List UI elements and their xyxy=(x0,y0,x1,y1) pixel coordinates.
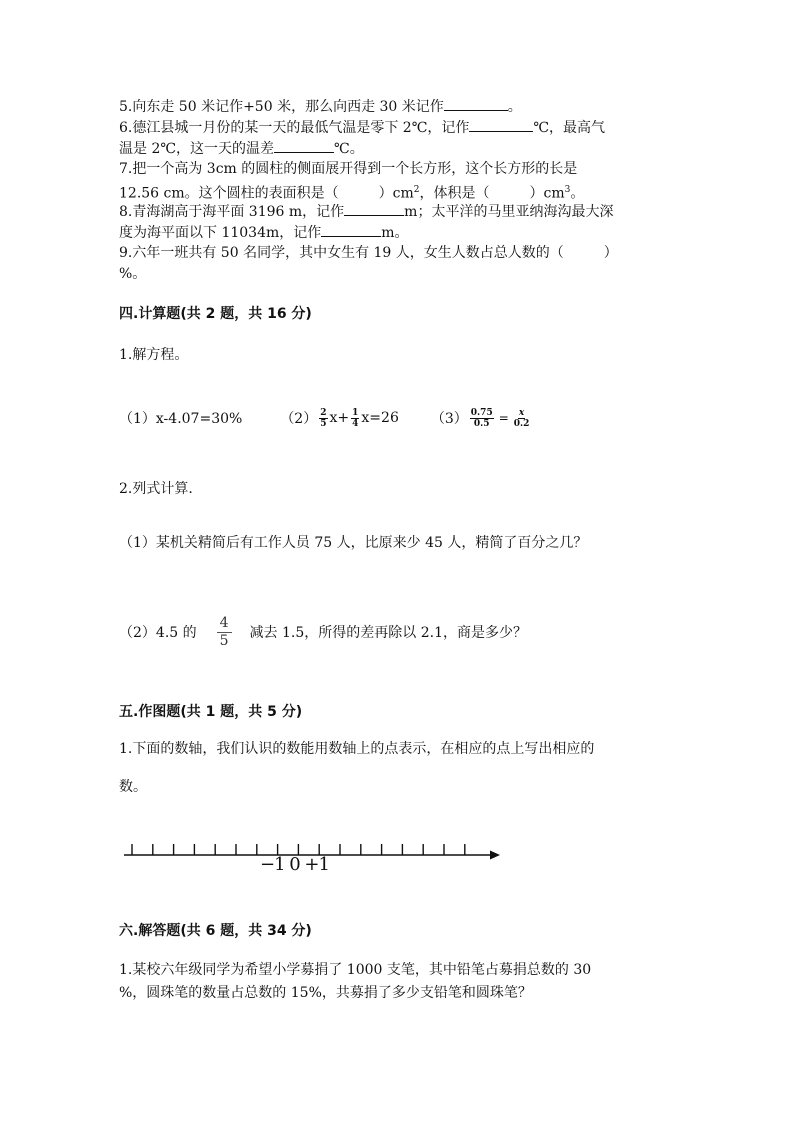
equation-row xyxy=(119,404,531,432)
arrow-right-icon xyxy=(490,851,500,860)
question-text: （2）4.5 的 xyxy=(119,625,197,641)
question-9-cont xyxy=(119,264,146,284)
question-text: 8.青海湖高于海平面 3196 m，记作 xyxy=(119,204,345,220)
question-6-cont xyxy=(119,138,364,159)
equation-2-label: （2） xyxy=(280,411,318,427)
question-text: 9.六年一班共有 50 名同学，其中女生有 19 人，女生人数占总人数的（ xyxy=(119,245,564,261)
question-text: 度为海平面以下 11034m，记作 xyxy=(119,225,322,241)
question-pens-cont: %，圆珠笔的数量占总数的 15%，共募捐了多少支铅笔和圆珠笔？ xyxy=(119,985,532,1001)
question-text: 。 xyxy=(570,185,585,202)
question-calc-1: （1）某机关精简后有工作人员 75 人，比原来少 45 人，精简了百分之几？ xyxy=(119,535,588,551)
equals-sign: = xyxy=(498,411,509,425)
superscript: 3 xyxy=(564,185,571,195)
question-text: ）cm xyxy=(378,185,414,202)
question-text: ）cm xyxy=(529,185,565,202)
superscript: 2 xyxy=(413,185,420,195)
answer-blank[interactable] xyxy=(444,96,508,111)
question-8 xyxy=(119,201,613,222)
question-text: ，体积是（ xyxy=(419,185,490,202)
question-pens: 1.某校六年级同学为希望小学募捐了 1000 支笔，其中铅笔占募捐总数的 30 xyxy=(119,962,592,978)
question-8-cont xyxy=(119,222,409,243)
question-5 xyxy=(119,96,522,117)
fraction-ratio-left: $\frac{0.75}{0.5}$ xyxy=(470,407,493,429)
question-text: 12.56 cm。这个圆柱的表面积是（ xyxy=(119,185,339,202)
question-number-line-cont: 数。 xyxy=(119,779,147,795)
question-text: 5.向东走 50 米记作+50 米，那么向西走 30 米记作 xyxy=(119,99,444,115)
equation-2-mid: x+ xyxy=(329,410,350,426)
question-text: ℃，最高气 xyxy=(533,120,606,136)
question-number-line: 1.下面的数轴，我们认识的数能用数轴上的点表示，在相应的点上写出相应的 xyxy=(119,741,595,757)
question-text: 温是 2℃，这一天的温差 xyxy=(119,141,275,157)
fraction-one-quarter: $\frac{1}{4}$ xyxy=(352,407,359,429)
question-6 xyxy=(119,117,605,138)
equation-3-label: （3） xyxy=(430,411,468,427)
question-text: 7.把一个高为 3cm 的圆柱的侧面展开得到一个长方形，这个长方形的长是 xyxy=(119,161,578,177)
question-solve-equations: 1.解方程。 xyxy=(119,347,189,363)
section-heading-calc: 四.计算题(共 2 题，共 16 分) xyxy=(119,306,312,322)
question-text: 。 xyxy=(507,99,522,115)
answer-blank[interactable] xyxy=(469,117,533,132)
axis-labels: −1 0 +1 xyxy=(260,854,329,875)
question-text: %。 xyxy=(119,266,147,282)
question-7 xyxy=(119,159,577,179)
answer-blank[interactable] xyxy=(321,222,381,237)
question-text: ℃。 xyxy=(334,141,364,157)
question-calc-2 xyxy=(119,612,527,652)
fraction-four-fifths: $\frac{4}{5}$ xyxy=(217,615,232,650)
question-text: m。 xyxy=(381,225,409,241)
answer-blank[interactable] xyxy=(344,201,404,216)
equation-1: （1）x-4.07=30% xyxy=(119,411,243,427)
question-text: 6.德江县城一月份的某一天的最低气温是零下 2℃，记作 xyxy=(119,120,470,136)
answer-blank[interactable] xyxy=(274,138,334,153)
section-heading-answers: 六.解答题(共 6 题，共 34 分) xyxy=(119,923,312,939)
question-text: 减去 1.5，所得的差再除以 2.1，商是多少？ xyxy=(249,625,527,641)
question-list-calc: 2.列式计算. xyxy=(119,481,193,497)
question-text: ） xyxy=(603,245,618,261)
equation-2-end: x=26 xyxy=(361,410,399,426)
fraction-two-fifths: $\frac{2}{5}$ xyxy=(320,407,327,429)
section-heading-drawing: 五.作图题(共 1 题，共 5 分) xyxy=(119,704,303,720)
fraction-ratio-right: $\frac{x}{0.2}$ xyxy=(513,407,530,429)
question-9 xyxy=(119,243,618,263)
question-text: m；太平洋的马里亚纳海沟最大深 xyxy=(404,204,614,220)
